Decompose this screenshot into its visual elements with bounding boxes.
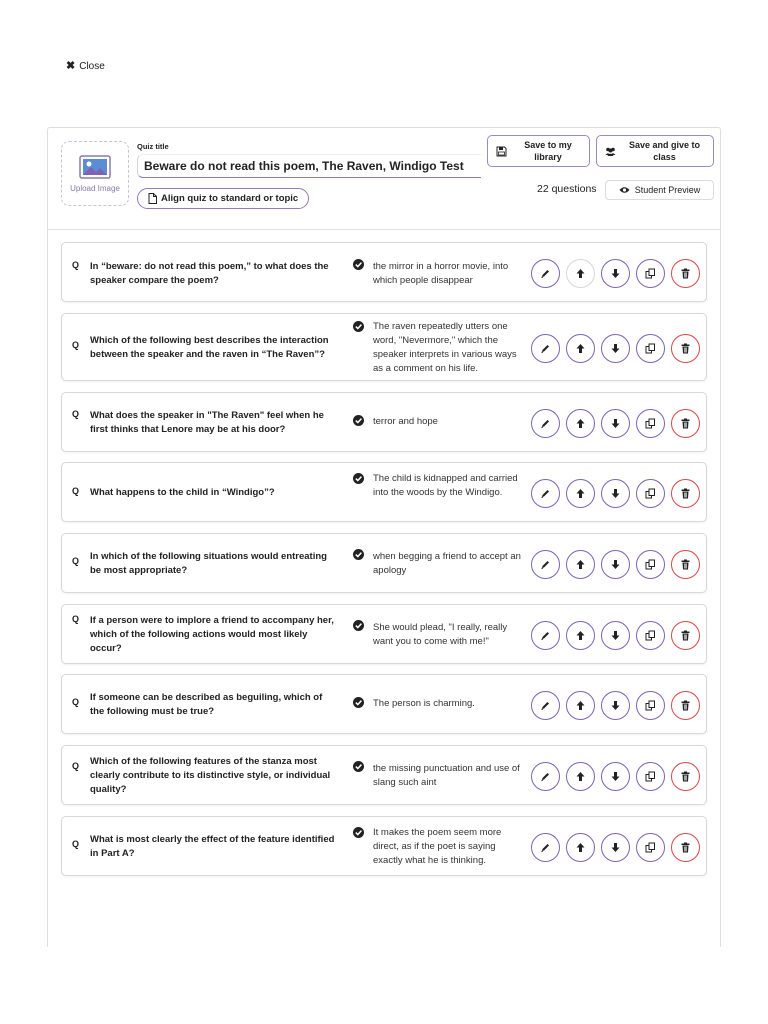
question-row[interactable]	[61, 604, 707, 664]
trash-icon	[680, 488, 691, 499]
arrow-down-icon	[610, 700, 621, 711]
question-text: What does the speaker in "The Raven" feel when he first thinks that Lenore may be at his door?	[90, 410, 324, 435]
trash-icon	[680, 700, 691, 711]
arrow-up-icon	[575, 630, 586, 641]
question-actions	[531, 409, 700, 438]
arrow-down-icon	[610, 842, 621, 853]
arrow-down-icon	[610, 630, 621, 641]
arrow-down-icon	[610, 343, 621, 354]
arrow-down-icon	[610, 488, 621, 499]
pencil-icon	[540, 630, 551, 641]
move-down-button[interactable]	[601, 833, 630, 862]
duplicate-question-button[interactable]	[636, 833, 665, 862]
pencil-icon	[540, 418, 551, 429]
check-circle-icon	[353, 827, 364, 838]
copy-icon	[645, 418, 656, 429]
move-down-button[interactable]	[601, 550, 630, 579]
align-quiz-button[interactable]	[137, 188, 309, 209]
question-actions	[531, 621, 700, 650]
pencil-icon	[540, 488, 551, 499]
arrow-up-icon	[575, 842, 586, 853]
upload-image-button[interactable]	[61, 141, 129, 206]
quiz-title-label: Quiz title	[137, 142, 169, 151]
question-actions	[531, 691, 700, 720]
close-label: Close	[79, 61, 105, 72]
document-icon	[148, 193, 157, 204]
question-prefix: Q	[72, 340, 80, 350]
question-text: In “beware: do not read this poem,” to what does the speaker compare the poem?	[90, 261, 329, 286]
question-row[interactable]	[61, 674, 707, 734]
save-icon	[496, 146, 507, 157]
edit-question-button[interactable]	[531, 550, 560, 579]
check-circle-icon	[353, 549, 364, 560]
move-up-button[interactable]	[566, 762, 595, 791]
question-text: What happens to the child in “Windigo”?	[90, 487, 275, 498]
question-prefix: Q	[72, 697, 80, 707]
correct-answer-text: She would plead, "I really, really want you to come with me!"	[373, 622, 508, 647]
trash-icon	[680, 343, 691, 354]
correct-answer-text: The raven repeatedly utters one word, "Nevermore," which the speaker interprets in various ways as a comment on his life.	[373, 321, 517, 374]
delete-question-button[interactable]	[671, 762, 700, 791]
move-down-button[interactable]	[601, 334, 630, 363]
edit-question-button[interactable]	[531, 479, 560, 508]
copy-icon	[645, 771, 656, 782]
pencil-icon	[540, 559, 551, 570]
move-up-button[interactable]	[566, 334, 595, 363]
edit-question-button[interactable]	[531, 334, 560, 363]
save-to-library-button[interactable]	[487, 135, 590, 167]
move-down-button[interactable]	[601, 479, 630, 508]
move-up-button[interactable]	[566, 259, 595, 288]
save-to-library-label: Save to my library	[524, 140, 572, 162]
close-icon: ✖	[66, 60, 76, 72]
quiz-header	[48, 128, 720, 230]
question-text: In which of the following situations would entreating be most appropriate?	[90, 551, 327, 576]
question-text: What is most clearly the effect of the feature identified in Part A?	[90, 834, 335, 859]
question-text: Which of the following best describes the interaction between the speaker and the raven in “The Raven”?	[90, 335, 329, 360]
arrow-down-icon	[610, 268, 621, 279]
arrow-up-icon	[575, 488, 586, 499]
users-icon	[605, 146, 616, 157]
arrow-up-icon	[575, 418, 586, 429]
check-circle-icon	[353, 761, 364, 772]
question-prefix: Q	[72, 839, 80, 849]
question-row[interactable]	[61, 313, 707, 381]
question-actions	[531, 259, 700, 288]
duplicate-question-button[interactable]	[636, 762, 665, 791]
pencil-icon	[540, 700, 551, 711]
question-actions	[531, 550, 700, 579]
check-circle-icon	[353, 415, 364, 426]
edit-question-button[interactable]	[531, 409, 560, 438]
correct-answer-text: It makes the poem seem more direct, as if the poet is saying exactly what he is thinking.	[373, 827, 502, 866]
trash-icon	[680, 842, 691, 853]
question-row[interactable]	[61, 242, 707, 302]
pencil-icon	[540, 771, 551, 782]
move-up-button[interactable]	[566, 409, 595, 438]
question-actions	[531, 334, 700, 363]
correct-answer-text: the mirror in a horror movie, into which people disappear	[373, 261, 509, 286]
duplicate-question-button[interactable]	[636, 259, 665, 288]
question-count: 22 questions	[537, 183, 597, 195]
duplicate-question-button[interactable]	[636, 550, 665, 579]
close-button[interactable]	[66, 61, 105, 72]
duplicate-question-button[interactable]	[636, 334, 665, 363]
duplicate-question-button[interactable]	[636, 479, 665, 508]
trash-icon	[680, 418, 691, 429]
question-prefix: Q	[72, 409, 80, 419]
question-prefix: Q	[72, 486, 80, 496]
edit-question-button[interactable]	[531, 833, 560, 862]
arrow-up-icon	[575, 343, 586, 354]
arrow-up-icon	[575, 771, 586, 782]
move-up-button[interactable]	[566, 691, 595, 720]
delete-question-button[interactable]	[671, 334, 700, 363]
copy-icon	[645, 559, 656, 570]
correct-answer-text: the missing punctuation and use of slang such aint	[373, 763, 520, 788]
check-circle-icon	[353, 620, 364, 631]
question-actions	[531, 833, 700, 862]
delete-question-button[interactable]	[671, 259, 700, 288]
move-up-button[interactable]	[566, 479, 595, 508]
copy-icon	[645, 488, 656, 499]
edit-question-button[interactable]	[531, 621, 560, 650]
copy-icon	[645, 268, 656, 279]
move-up-button[interactable]	[566, 550, 595, 579]
quiz-editor-card	[47, 127, 721, 947]
arrow-up-icon	[575, 700, 586, 711]
image-icon	[79, 155, 111, 179]
question-text: Which of the following features of the stanza most clearly contribute to its distinctive style, or individual quality?	[90, 756, 331, 795]
arrow-down-icon	[610, 418, 621, 429]
question-text: If a person were to implore a friend to accompany her, which of the following actions would most likely occur?	[90, 615, 334, 654]
edit-question-button[interactable]	[531, 762, 560, 791]
question-actions	[531, 479, 700, 508]
copy-icon	[645, 343, 656, 354]
question-row[interactable]	[61, 392, 707, 452]
delete-question-button[interactable]	[671, 409, 700, 438]
arrow-up-icon	[575, 268, 586, 279]
correct-answer-text: terror and hope	[373, 416, 438, 427]
correct-answer-text: The person is charming.	[373, 698, 475, 709]
arrow-down-icon	[610, 559, 621, 570]
question-row[interactable]	[61, 533, 707, 593]
question-row[interactable]	[61, 816, 707, 876]
question-row[interactable]	[61, 462, 707, 522]
quiz-title-input[interactable]	[137, 154, 481, 178]
pencil-icon	[540, 343, 551, 354]
move-up-button[interactable]	[566, 621, 595, 650]
delete-question-button[interactable]	[671, 833, 700, 862]
student-preview-label: Student Preview	[634, 185, 701, 195]
check-circle-icon	[353, 473, 364, 484]
move-up-button[interactable]	[566, 833, 595, 862]
question-actions	[531, 762, 700, 791]
copy-icon	[645, 842, 656, 853]
duplicate-question-button[interactable]	[636, 409, 665, 438]
delete-question-button[interactable]	[671, 550, 700, 579]
copy-icon	[645, 700, 656, 711]
correct-answer-text: when begging a friend to accept an apology	[373, 551, 521, 576]
student-preview-button[interactable]	[605, 180, 714, 200]
duplicate-question-button[interactable]	[636, 621, 665, 650]
check-circle-icon	[353, 321, 364, 332]
edit-question-button[interactable]	[531, 691, 560, 720]
delete-question-button[interactable]	[671, 479, 700, 508]
trash-icon	[680, 268, 691, 279]
trash-icon	[680, 771, 691, 782]
trash-icon	[680, 559, 691, 570]
arrow-up-icon	[575, 559, 586, 570]
copy-icon	[645, 630, 656, 641]
delete-question-button[interactable]	[671, 621, 700, 650]
check-circle-icon	[353, 259, 364, 270]
move-down-button[interactable]	[601, 621, 630, 650]
duplicate-question-button[interactable]	[636, 691, 665, 720]
move-down-button[interactable]	[601, 259, 630, 288]
move-down-button[interactable]	[601, 409, 630, 438]
question-prefix: Q	[72, 761, 80, 771]
align-quiz-label: Align quiz to standard or topic	[161, 193, 299, 204]
arrow-down-icon	[610, 771, 621, 782]
trash-icon	[680, 630, 691, 641]
move-down-button[interactable]	[601, 762, 630, 791]
question-prefix: Q	[72, 614, 80, 624]
question-prefix: Q	[72, 556, 80, 566]
check-circle-icon	[353, 697, 364, 708]
save-and-give-to-class-button[interactable]	[596, 135, 714, 167]
question-prefix: Q	[72, 260, 80, 270]
pencil-icon	[540, 842, 551, 853]
edit-question-button[interactable]	[531, 259, 560, 288]
delete-question-button[interactable]	[671, 691, 700, 720]
question-row[interactable]	[61, 745, 707, 805]
eye-icon	[619, 186, 630, 194]
correct-answer-text: The child is kidnapped and carried into the woods by the Windigo.	[373, 473, 518, 498]
move-down-button[interactable]	[601, 691, 630, 720]
pencil-icon	[540, 268, 551, 279]
upload-image-label: Upload Image	[70, 183, 120, 193]
question-text: If someone can be described as beguiling, which of the following must be true?	[90, 692, 323, 717]
save-and-give-to-class-label: Save and give to class	[628, 140, 701, 162]
